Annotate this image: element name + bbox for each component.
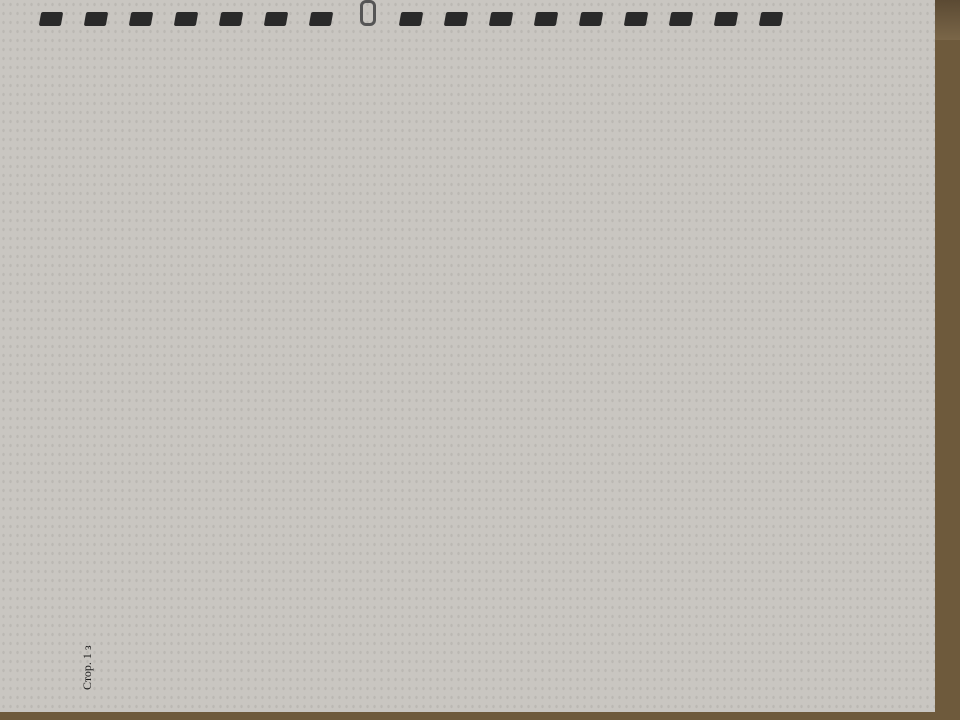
binding-hole <box>444 12 468 26</box>
binding-hole <box>219 12 243 26</box>
binder-ring <box>360 0 376 26</box>
binding-hole <box>579 12 603 26</box>
binding-hole <box>669 12 693 26</box>
binding-hole <box>624 12 648 26</box>
binding-hole <box>534 12 558 26</box>
binding-hole <box>264 12 288 26</box>
binding-hole <box>129 12 153 26</box>
page-number: Стор. 1 з <box>80 645 94 690</box>
binding-hole <box>714 12 738 26</box>
binding-hole <box>399 12 423 26</box>
binding-strip <box>0 0 935 48</box>
rotated-document <box>0 10 130 710</box>
binding-hole <box>174 12 198 26</box>
binding-hole <box>489 12 513 26</box>
binding-hole <box>759 12 783 26</box>
binding-hole <box>309 12 333 26</box>
